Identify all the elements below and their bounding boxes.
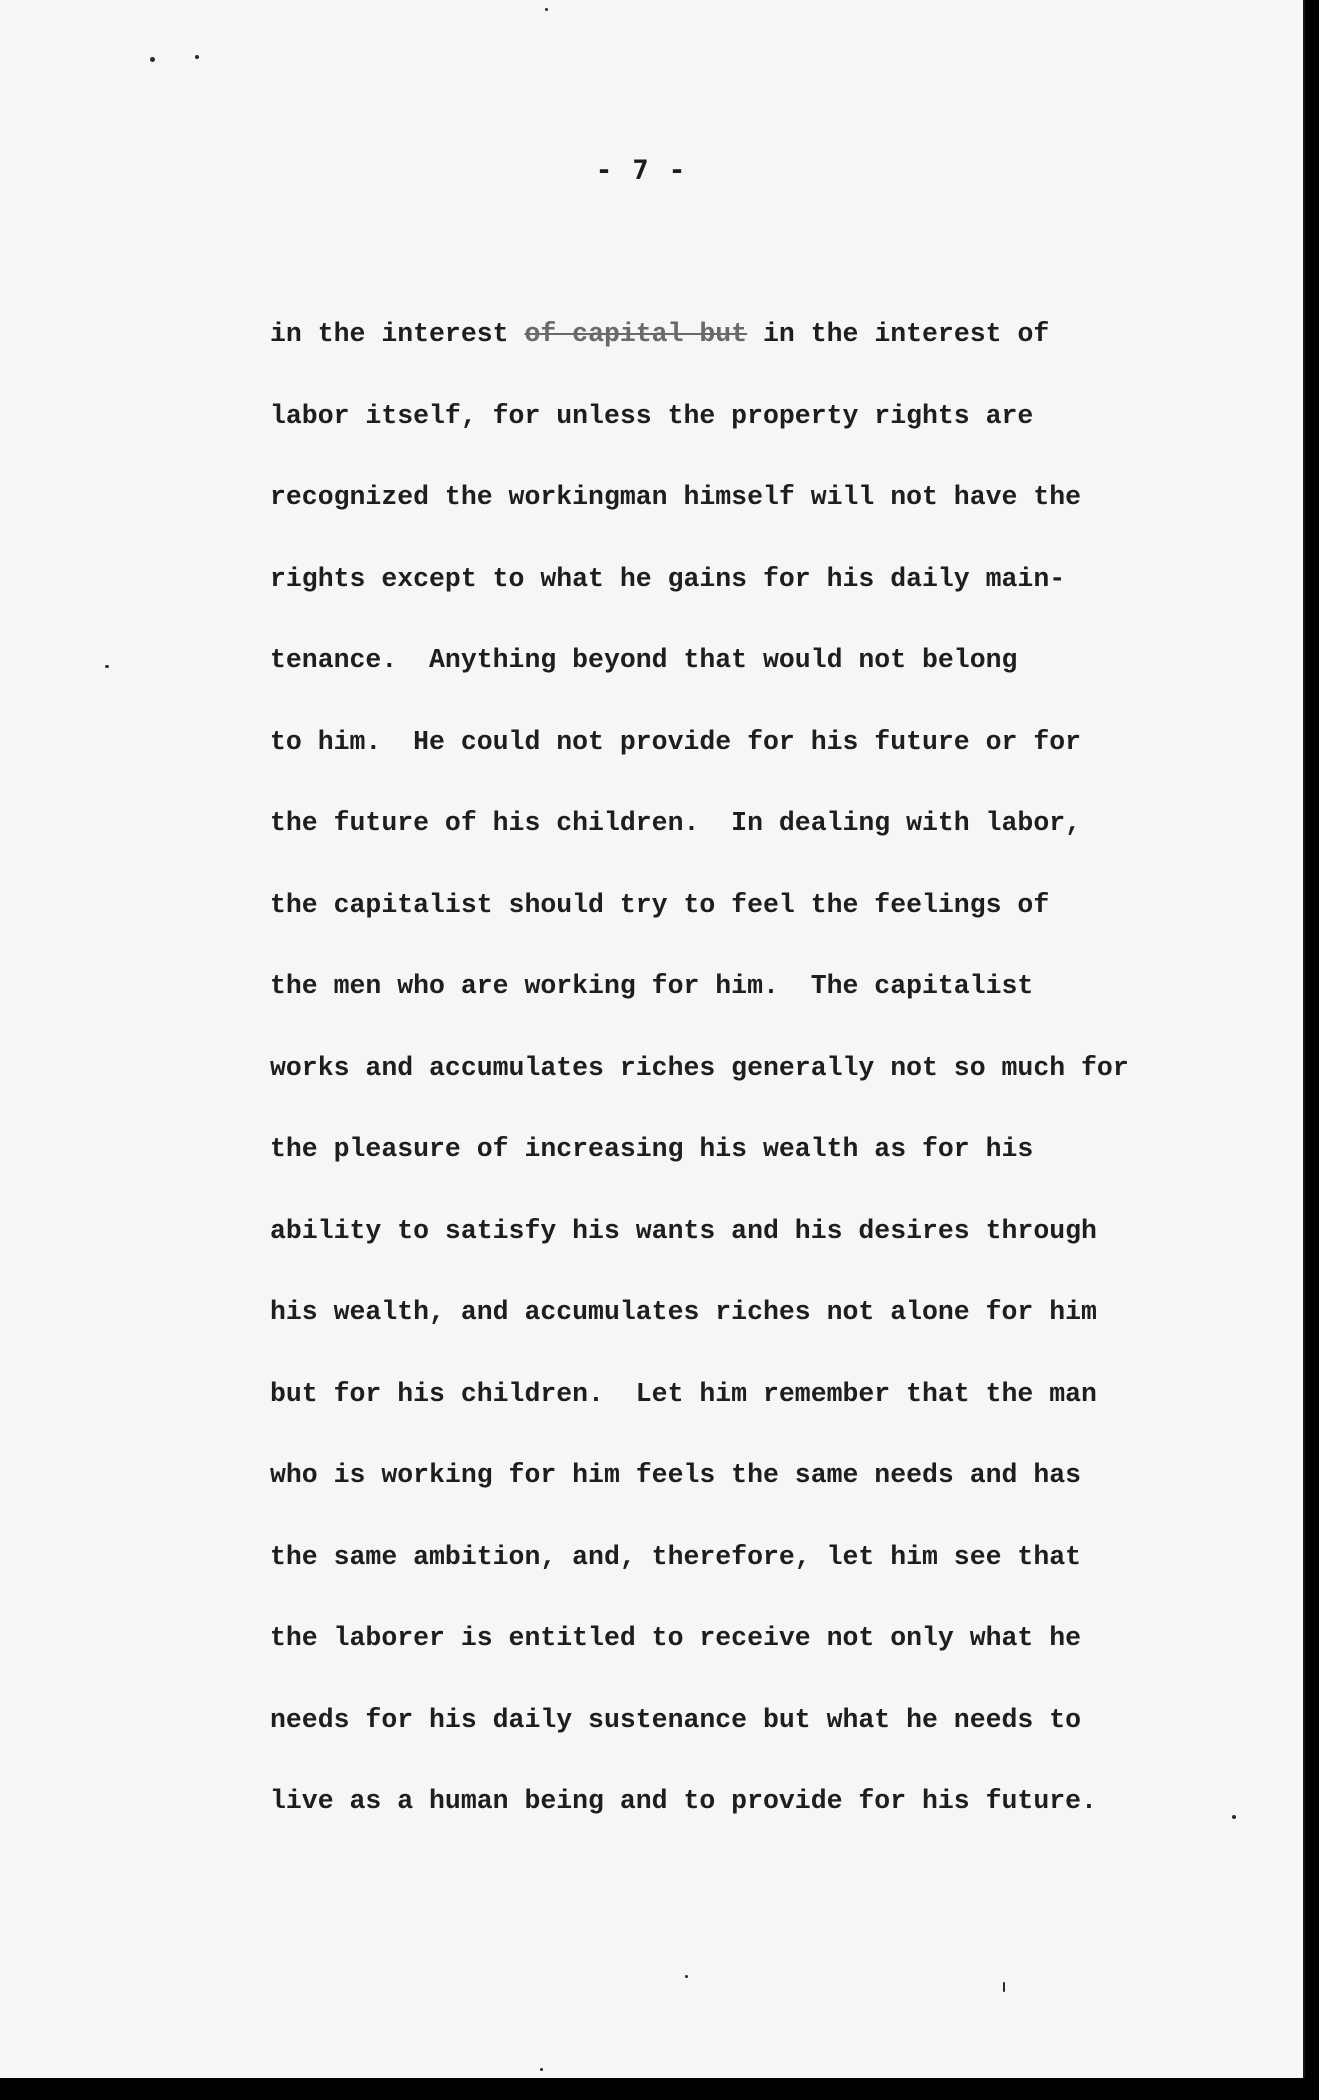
text-line-10: works and accumulates riches generally not so much for (270, 1052, 1129, 1083)
text-line-1-end: in the interest of (747, 319, 1050, 349)
text-line-19: live as a human being and to provide for his future. (270, 1786, 1097, 1816)
text-line-4: rights except to what he gains for his daily main- (270, 563, 1066, 594)
text-line-17: the laborer is entitled to receive not only what he (270, 1623, 1082, 1653)
text-line-1-start: in the interest (270, 319, 525, 349)
text-line-13: his wealth, and accumulates riches not alone for him (270, 1297, 1097, 1327)
text-line-1 (270, 312, 1170, 394)
scan-speck (105, 665, 109, 668)
text-line-11: the pleasure of increasing his wealth as for his (270, 1134, 1034, 1164)
scan-speck (545, 8, 548, 11)
scan-speck (150, 57, 155, 62)
scan-speck (685, 1975, 688, 1978)
scan-speck (1003, 1982, 1005, 1992)
text-line-15: who is working for him feels the same needs and has (270, 1460, 1082, 1490)
text-line-12: ability to satisfy his wants and his desires through (270, 1215, 1097, 1246)
scan-border (0, 2078, 1319, 2100)
scan-speck (540, 2068, 543, 2071)
text-line-7: the future of his children. In dealing with labor, (270, 808, 1082, 838)
page-number: - 7 - (595, 155, 688, 186)
typed-body-text (270, 312, 1170, 1861)
text-line-14: but for his children. Let him remember that the man (270, 1378, 1097, 1409)
struck-out-text: of capital but (524, 319, 748, 349)
text-line-18: needs for his daily sustenance but what he needs to (270, 1704, 1082, 1735)
text-line-2: labor itself, for unless the property rights are (270, 400, 1034, 431)
text-line-6: to him. He could not provide for his future or for (270, 726, 1082, 757)
text-line-5: tenance. Anything beyond that would not belong (270, 645, 1018, 675)
text-line-16: the same ambition, and, therefore, let him see that (270, 1541, 1082, 1572)
scan-speck (1232, 1815, 1236, 1819)
text-line-3: recognized the workingman himself will not have the (270, 482, 1082, 512)
text-line-8: the capitalist should try to feel the feelings of (270, 889, 1050, 920)
scan-speck (195, 55, 199, 59)
text-line-9: the men who are working for him. The capitalist (270, 971, 1034, 1001)
